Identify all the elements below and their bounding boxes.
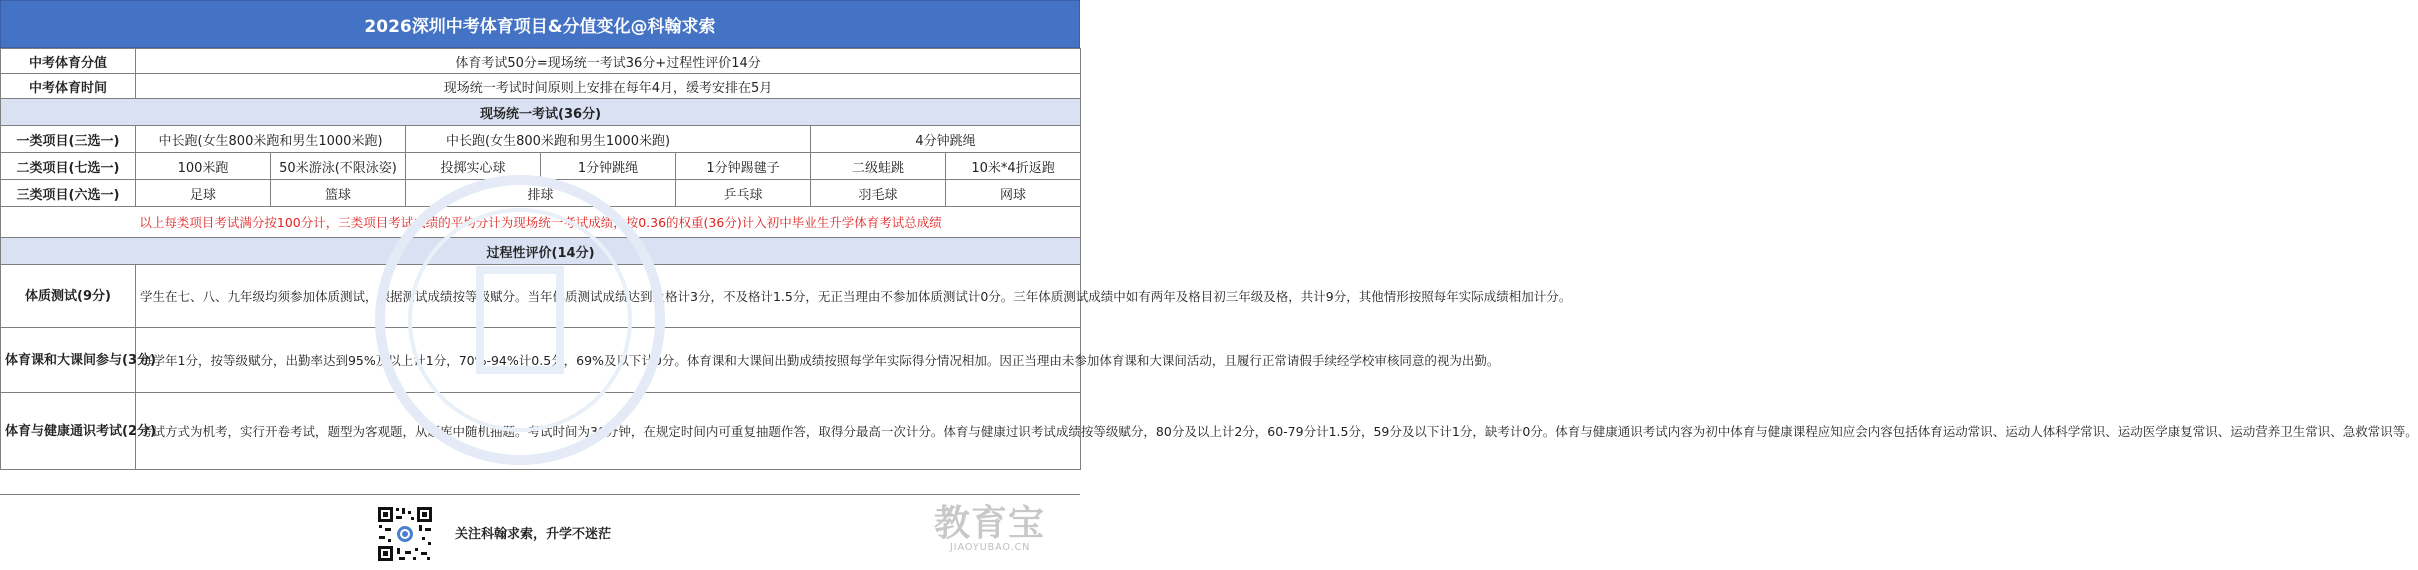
info-table bbox=[0, 48, 2418, 470]
cat1-item: 4分钟跳绳 bbox=[811, 126, 1081, 153]
eval-text: 考试方式为机考，实行开卷考试，题型为客观题，从题库中随机抽题。考试时间为30分钟，在规定时间内可重复抽题作答，取得分最高一次计分。体育与健康过识考试成绩按等级赋分，80分及以上计2分，60-79分计1.5分，59分及以下计1分，缺考计0分。体育与健康通识考试内容为初中体育与健康课程应知应会内容包括体育运动常识、运动人体科学常识、运动医学康复常识、运动营养卫生常识、急救常识等。 bbox=[136, 393, 1081, 470]
cat2-item: 二级蛙跳 bbox=[811, 153, 946, 180]
section-header bbox=[1, 99, 1081, 126]
eval-row bbox=[1, 265, 1081, 328]
page-title: 2026深圳中考体育项目&分值变化@科翰求索 bbox=[0, 0, 1080, 48]
cat3-item: 排球 bbox=[406, 180, 676, 207]
cat2-item: 10米*4折返跑 bbox=[946, 153, 1081, 180]
eval-row bbox=[1, 393, 1081, 470]
cat2-label: 二类项目(七选一) bbox=[1, 153, 136, 180]
cat1-label: 一类项目(三选一) bbox=[1, 126, 136, 153]
qr-code-icon[interactable] bbox=[377, 506, 433, 562]
brand-watermark: 教育宝 bbox=[934, 503, 1046, 544]
cat3-label: 三类项目(六选一) bbox=[1, 180, 136, 207]
eval-text: 学生在七、八、九年级均须参加体质测试，根据测试成绩按等级赋分。当年体质测试成绩达到及格计3分，不及格计1.5分，无正当理由不参加体质测试计0分。三年体质测试成绩中如有两年及格目初三年级及格，共计9分，其他情形按照每年实际成绩相加计分。 bbox=[136, 265, 1081, 328]
cat3-item: 乒乓球 bbox=[676, 180, 811, 207]
section-process-title: 过程性评价(14分) bbox=[1, 238, 1081, 265]
brand-url: JIAOYUBAO.CN bbox=[950, 542, 1031, 553]
cat3-row bbox=[1, 180, 1081, 207]
eval-label: 体育与健康通识考试(2分) bbox=[1, 393, 136, 470]
section-onsite-title: 现场统一考试(36分) bbox=[1, 99, 1081, 126]
time-value: 现场统一考试时间原则上安排在每年4月，缓考安排在5月 bbox=[136, 74, 1081, 99]
cat2-item: 1分钟跳绳 bbox=[541, 153, 676, 180]
eval-label: 体质测试(9分) bbox=[1, 265, 136, 328]
score-row bbox=[1, 49, 1081, 74]
eval-label: 体育课和大课间参与(3分) bbox=[1, 328, 136, 393]
time-label: 中考体育时间 bbox=[1, 74, 136, 99]
scoring-note: 以上每类项目考试满分按100分计，三类项目考试成绩的平均分计为现场统一考试成绩，按0.36的权重(36分)计入初中毕业生升学体育考试总成绩 bbox=[1, 207, 1081, 238]
cat3-item: 篮球 bbox=[271, 180, 406, 207]
cat2-item: 投掷实心球 bbox=[406, 153, 541, 180]
cat3-item: 羽毛球 bbox=[811, 180, 946, 207]
score-label: 中考体育分值 bbox=[1, 49, 136, 74]
cat3-item: 网球 bbox=[946, 180, 1081, 207]
cat3-item: 足球 bbox=[136, 180, 271, 207]
eval-row bbox=[1, 328, 1081, 393]
cat1-row bbox=[1, 126, 1081, 153]
cat1-item: 中长跑(女生800米跑和男生1000米跑) bbox=[136, 126, 406, 153]
cat2-row bbox=[1, 153, 1081, 180]
section-header bbox=[1, 238, 1081, 265]
score-value: 体育考试50分=现场统一考试36分+过程性评价14分 bbox=[136, 49, 1081, 74]
follow-text: 关注科翰求索，升学不迷茫 bbox=[455, 527, 612, 542]
note-row bbox=[1, 207, 1081, 238]
cat2-item: 1分钟踢毽子 bbox=[676, 153, 811, 180]
eval-text: 每学年1分，按等级赋分，出勤率达到95%及以上计1分，70%-94%计0.5分，69%及以下计0分。体育课和大课间出勤成绩按照每学年实际得分情况相加。因正当理由未参加体育课和大课间活动，且履行正常请假手续经学校审核同意的视为出勤。 bbox=[136, 328, 1081, 393]
time-row bbox=[1, 74, 1081, 99]
cat2-item: 50米游泳(不限泳姿) bbox=[271, 153, 406, 180]
cat1-item: 中长跑(女生800米跑和男生1000米跑) bbox=[406, 126, 811, 153]
cat2-item: 100米跑 bbox=[136, 153, 271, 180]
